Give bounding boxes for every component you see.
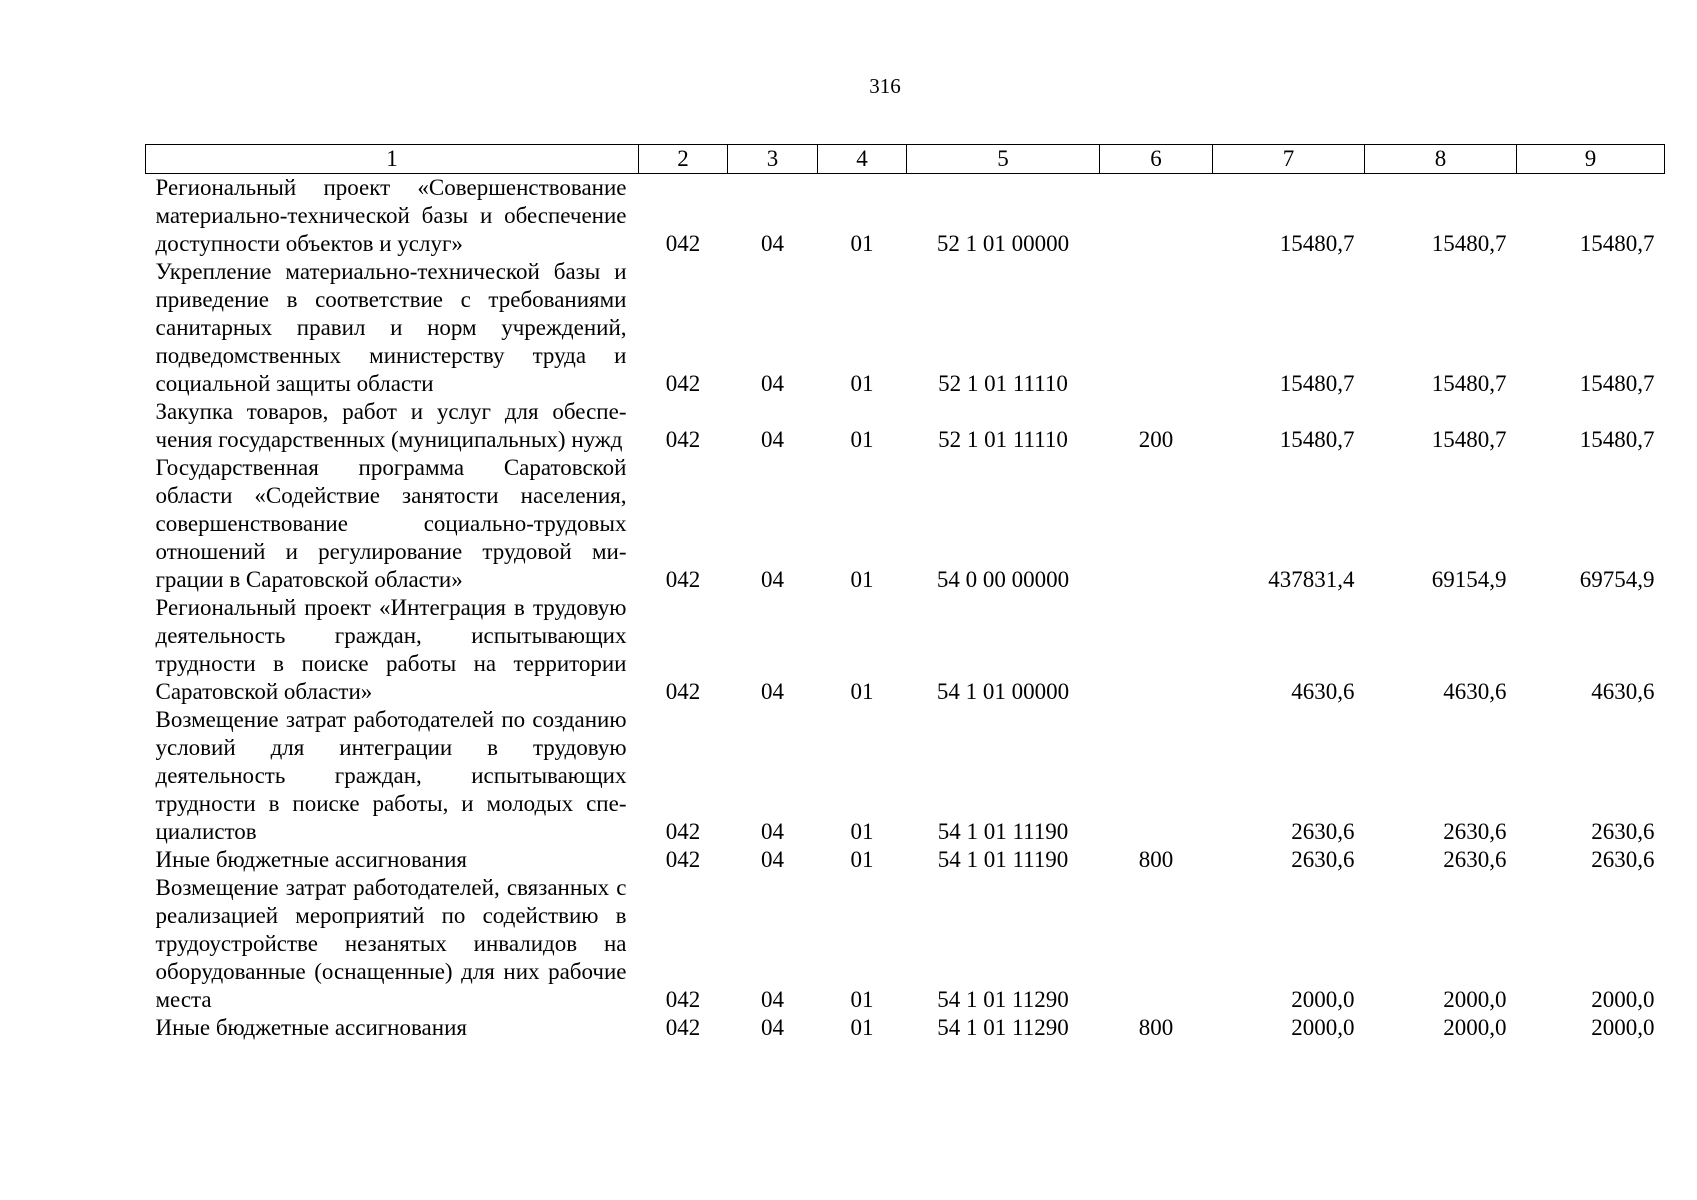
subsection-cell: 01: [850, 819, 874, 844]
admin-code-cell: 042: [665, 371, 701, 396]
admin-code-cell: 042: [665, 987, 701, 1012]
amount-cell: 2000,0: [1591, 987, 1655, 1012]
column-header: 1: [146, 145, 639, 174]
amount-cell: 437831,4: [1268, 567, 1355, 592]
column-header: 6: [1100, 145, 1213, 174]
amount-cell: 2630,6: [1591, 847, 1655, 872]
subsection-cell: 01: [850, 679, 874, 704]
table-row: [146, 258, 1665, 398]
amount-cell: 2630,6: [1291, 819, 1355, 844]
amount-cell: 15480,7: [1279, 231, 1355, 256]
row-name-cell: Закупка товаров, работ и услуг для обеспечения государственных (муниципальных) нужд: [155, 399, 627, 452]
section-cell: 04: [761, 1015, 784, 1040]
admin-code-cell: 042: [665, 231, 701, 256]
subsection-cell: 01: [850, 567, 874, 592]
table-header: [146, 145, 1665, 174]
amount-cell: 69754,9: [1579, 567, 1655, 592]
column-header: 7: [1213, 145, 1365, 174]
subsection-cell: 01: [850, 1015, 874, 1040]
expense-type-cell: [1100, 874, 1213, 1014]
table-row: [146, 594, 1665, 706]
admin-code-cell: 042: [665, 567, 701, 592]
row-name-cell: Региональный проект «Совершенствование материально-технической базы и обеспечение доступности объектов и услуг»: [155, 175, 627, 256]
amount-cell: 2630,6: [1591, 819, 1655, 844]
table-body: [146, 174, 1665, 1043]
expense-type-cell: 800: [1138, 847, 1174, 872]
amount-cell: 15480,7: [1431, 231, 1507, 256]
table-row: [146, 174, 1665, 259]
table-row: [146, 874, 1665, 1014]
row-name-cell: Возмещение затрат работодателей, связанных с реализацией мероприятий по содействию в трудоустройстве незанятых инвалидов на оборудованные (оснащенные) для них рабочие места: [155, 875, 627, 1012]
row-name-cell: Укрепление материально-технической базы и приведение в соответствие с требованиями санитарных правил и норм учреждений, подведомственных министерству труда и социальной защиты области: [155, 259, 627, 396]
column-header: 9: [1517, 145, 1665, 174]
amount-cell: 2000,0: [1291, 1015, 1355, 1040]
section-cell: 04: [761, 819, 784, 844]
amount-cell: 4630,6: [1591, 679, 1655, 704]
column-header: 5: [907, 145, 1100, 174]
amount-cell: 2630,6: [1291, 847, 1355, 872]
row-name-cell: Возмещение затрат работодателей по созданию условий для интеграции в трудовую деятельность граждан, испытывающих трудности в поиске работы, и молодых специалистов: [155, 707, 627, 844]
subsection-cell: 01: [850, 847, 874, 872]
amount-cell: 2630,6: [1443, 847, 1507, 872]
amount-cell: 4630,6: [1443, 679, 1507, 704]
target-article-cell: 54 0 00 00000: [936, 567, 1070, 592]
column-header: 2: [639, 145, 728, 174]
target-article-cell: 54 1 01 00000: [936, 679, 1070, 704]
expense-type-cell: [1100, 258, 1213, 398]
target-article-cell: 52 1 01 11110: [938, 371, 1068, 396]
amount-cell: 15480,7: [1579, 371, 1655, 396]
expense-type-cell: [1100, 594, 1213, 706]
section-cell: 04: [761, 231, 784, 256]
target-article-cell: 54 1 01 11190: [937, 847, 1069, 872]
amount-cell: 69154,9: [1431, 567, 1507, 592]
subsection-cell: 01: [850, 231, 874, 256]
amount-cell: 15480,7: [1579, 231, 1655, 256]
admin-code-cell: 042: [665, 819, 701, 844]
admin-code-cell: 042: [665, 1015, 701, 1040]
section-cell: 04: [761, 427, 784, 452]
subsection-cell: 01: [850, 427, 874, 452]
target-article-cell: 52 1 01 00000: [936, 231, 1070, 256]
subsection-cell: 01: [850, 987, 874, 1012]
section-cell: 04: [761, 847, 784, 872]
page-number: 316: [869, 74, 901, 98]
budget-table: [145, 144, 1665, 1042]
admin-code-cell: 042: [665, 427, 701, 452]
table-row: [146, 846, 1665, 874]
amount-cell: 15480,7: [1279, 427, 1355, 452]
column-number-row: [146, 145, 1665, 174]
amount-cell: 4630,6: [1291, 679, 1355, 704]
section-cell: 04: [761, 987, 784, 1012]
column-header: 8: [1365, 145, 1517, 174]
target-article-cell: 54 1 01 11290: [937, 1015, 1069, 1040]
expense-type-cell: 200: [1138, 427, 1174, 452]
column-header: 4: [818, 145, 907, 174]
subsection-cell: 01: [850, 371, 874, 396]
target-article-cell: 52 1 01 11110: [938, 427, 1068, 452]
expense-type-cell: [1100, 454, 1213, 594]
amount-cell: 15480,7: [1279, 371, 1355, 396]
row-name-cell: Региональный проект «Интеграция в трудовую деятельность граждан, испытывающих трудности в поиске работы на территории Саратовской области»: [155, 595, 627, 704]
table-row: [146, 1014, 1665, 1042]
column-header: 3: [728, 145, 818, 174]
target-article-cell: 54 1 01 11290: [937, 987, 1069, 1012]
amount-cell: 2000,0: [1443, 1015, 1507, 1040]
row-name-cell: Государственная программа Саратовской области «Содействие занятости населения, совершенствование социально-трудовых отношений и регулирование трудовой миграции в Саратовской области»: [155, 455, 627, 592]
section-cell: 04: [761, 567, 784, 592]
amount-cell: 15480,7: [1579, 427, 1655, 452]
table-row: [146, 454, 1665, 594]
amount-cell: 15480,7: [1431, 371, 1507, 396]
amount-cell: 2630,6: [1443, 819, 1507, 844]
admin-code-cell: 042: [665, 847, 701, 872]
target-article-cell: 54 1 01 11190: [937, 819, 1069, 844]
amount-cell: 2000,0: [1591, 1015, 1655, 1040]
amount-cell: 15480,7: [1431, 427, 1507, 452]
expense-type-cell: 800: [1138, 1015, 1174, 1040]
row-name-cell: Иные бюджетные ассигнования: [155, 1015, 467, 1040]
section-cell: 04: [761, 371, 784, 396]
admin-code-cell: 042: [665, 679, 701, 704]
amount-cell: 2000,0: [1443, 987, 1507, 1012]
table-row: [146, 398, 1665, 454]
expense-type-cell: [1100, 174, 1213, 259]
expense-type-cell: [1100, 706, 1213, 846]
table-row: [146, 706, 1665, 846]
row-name-cell: Иные бюджетные ассигнования: [155, 847, 467, 872]
section-cell: 04: [761, 679, 784, 704]
amount-cell: 2000,0: [1291, 987, 1355, 1012]
